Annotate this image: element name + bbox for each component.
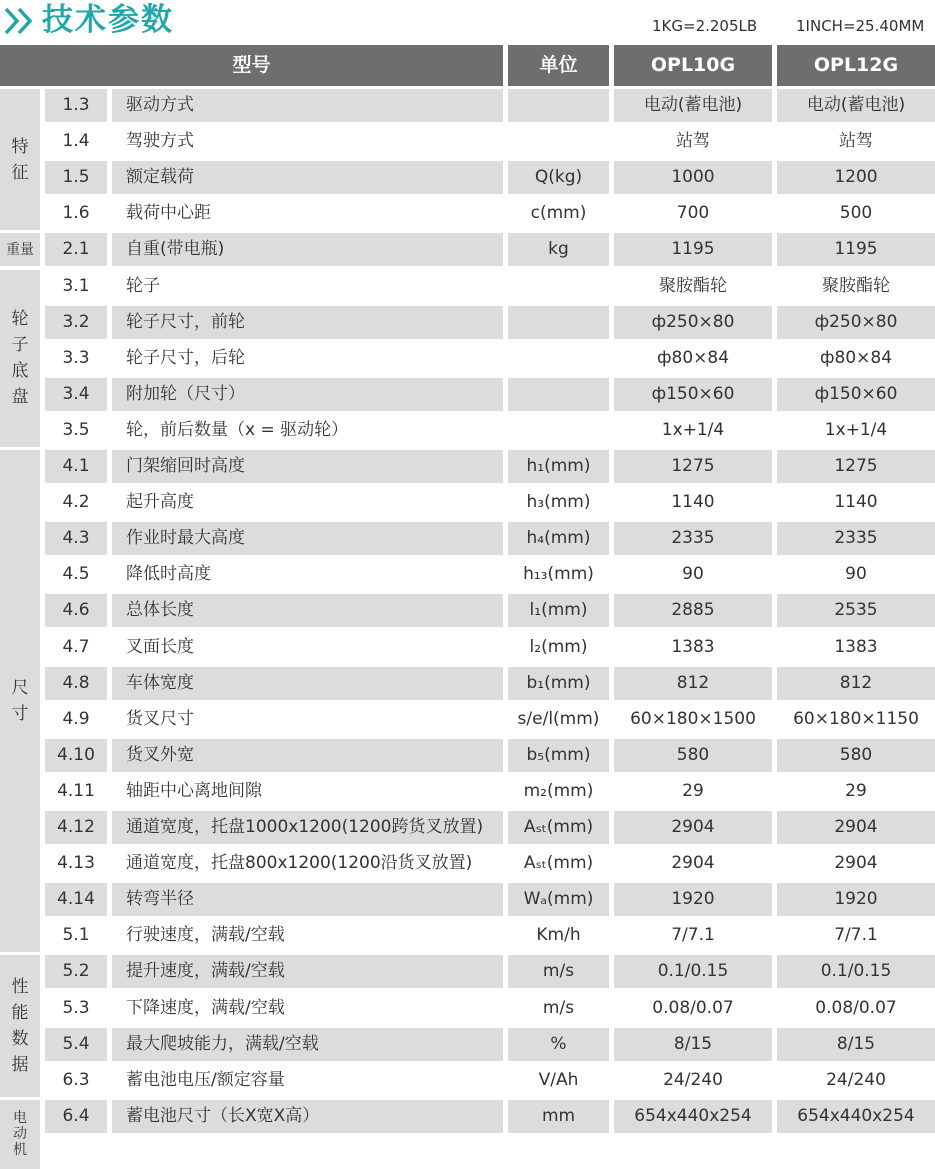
group-label <box>0 89 40 230</box>
row-opl10g: 1x+1/4 <box>661 419 725 440</box>
row-opl10g: 812 <box>614 667 772 700</box>
row-opl10g: 2904 <box>614 811 772 844</box>
row-opl12g: 2904 <box>777 811 935 844</box>
row-number: 5.3 <box>62 997 90 1018</box>
row-number: 4.1 <box>45 450 107 483</box>
row-number: 4.11 <box>57 780 95 801</box>
row-number: 4.10 <box>45 739 107 772</box>
row-item: 通道宽度，托盘1000x1200(1200跨货叉放置) <box>112 811 503 844</box>
row-number: 6.4 <box>45 1100 107 1133</box>
row-opl12g: 1200 <box>777 161 935 194</box>
row-unit <box>508 378 609 411</box>
row-opl12g: 1275 <box>777 450 935 483</box>
row-number: 4.7 <box>62 636 90 657</box>
row-opl12g: 2335 <box>777 522 935 555</box>
group-label <box>0 955 40 1096</box>
row-opl12g: 1195 <box>777 233 935 266</box>
row-number: 4.9 <box>62 708 90 729</box>
row-opl10g: 0.08/0.07 <box>652 997 734 1018</box>
row-opl10g: 1000 <box>614 161 772 194</box>
row-item: 轮，前后数量（x = 驱动轮） <box>126 419 349 440</box>
conversion-weight: 1KG=2.205LB <box>652 17 758 35</box>
row-unit <box>508 414 609 447</box>
row-unit: m/s <box>508 955 609 988</box>
row-opl10g: 60×180×1500 <box>630 708 756 729</box>
row-opl10g: ф150×60 <box>614 378 772 411</box>
row-opl12g: 60×180×1150 <box>793 708 919 729</box>
row-opl12g: 8/15 <box>777 1028 935 1061</box>
group-label <box>0 450 40 952</box>
row-opl12g: 7/7.1 <box>834 925 878 946</box>
row-opl10g: 1195 <box>614 233 772 266</box>
row-opl10g: 1140 <box>671 492 715 513</box>
row-unit: h₁₃(mm) <box>523 564 594 585</box>
page-title: 技术参数 <box>42 2 174 38</box>
row-unit: m₂(mm) <box>523 780 594 801</box>
row-opl10g: 580 <box>614 739 772 772</box>
header-opl10g: OPL10G <box>614 45 772 86</box>
row-number: 5.2 <box>45 955 107 988</box>
row-unit: V/Ah <box>538 1069 579 1090</box>
row-number: 4.5 <box>62 564 90 585</box>
row-item: 门架缩回时高度 <box>112 450 503 483</box>
row-number: 1.6 <box>62 203 90 224</box>
row-item: 货叉尺寸 <box>126 708 194 729</box>
row-opl10g: ф80×84 <box>656 347 730 368</box>
row-unit: b₁(mm) <box>508 667 609 700</box>
row-opl12g: 2535 <box>777 594 935 627</box>
row-number: 3.5 <box>62 419 90 440</box>
row-opl12g: 500 <box>839 203 873 224</box>
row-unit <box>508 342 609 375</box>
group-label <box>0 1100 40 1169</box>
row-opl10g: 654x440x254 <box>614 1100 772 1133</box>
row-item: 轮子 <box>126 275 160 296</box>
row-unit: Aₛₜ(mm) <box>508 811 609 844</box>
row-item: 行驶速度，满载/空载 <box>126 925 285 946</box>
row-opl12g: 站驾 <box>839 131 873 152</box>
group-label-text: 重量 <box>6 241 34 258</box>
row-number: 4.13 <box>57 853 95 874</box>
row-number: 4.8 <box>45 667 107 700</box>
row-unit: l₂(mm) <box>529 636 588 657</box>
row-number: 4.2 <box>62 492 90 513</box>
row-item: 起升高度 <box>126 492 194 513</box>
row-unit: b₅(mm) <box>508 739 609 772</box>
row-unit: kg <box>508 233 609 266</box>
row-opl12g: 812 <box>777 667 935 700</box>
row-item: 轮子尺寸，前轮 <box>112 306 503 339</box>
row-opl12g: 1920 <box>777 883 935 916</box>
row-opl12g: 1140 <box>834 492 878 513</box>
row-item: 总体长度 <box>112 594 503 627</box>
row-item: 通道宽度，托盘800x1200(1200沿货叉放置) <box>126 853 473 874</box>
row-opl12g: 电动(蓄电池) <box>777 89 935 122</box>
row-number: 2.1 <box>45 233 107 266</box>
row-opl12g: ф150×60 <box>777 378 935 411</box>
conversion-length: 1INCH=25.40MM <box>796 17 925 35</box>
row-item: 提升速度，满载/空载 <box>112 955 503 988</box>
row-opl12g: 0.1/0.15 <box>777 955 935 988</box>
row-item: 轴距中心离地间隙 <box>126 780 262 801</box>
row-number: 6.3 <box>62 1069 90 1090</box>
row-opl10g: 2904 <box>671 853 715 874</box>
row-opl10g: 2335 <box>614 522 772 555</box>
row-number: 3.1 <box>62 275 90 296</box>
row-unit: Km/h <box>536 925 581 946</box>
row-unit: Aₛₜ(mm) <box>523 853 594 874</box>
header-unit: 单位 <box>508 45 609 86</box>
row-opl10g: 1920 <box>614 883 772 916</box>
row-opl12g: 1383 <box>834 636 878 657</box>
row-opl12g: 0.08/0.07 <box>815 997 897 1018</box>
row-opl10g: 8/15 <box>614 1028 772 1061</box>
row-item: 作业时最大高度 <box>112 522 503 555</box>
row-opl12g: 2904 <box>834 853 878 874</box>
row-number: 1.4 <box>62 131 90 152</box>
row-item: 附加轮（尺寸） <box>112 378 503 411</box>
row-opl10g: 700 <box>676 203 710 224</box>
row-unit <box>508 306 609 339</box>
row-item: 自重(带电瓶) <box>112 233 503 266</box>
row-item: 蓄电池尺寸（长X宽X高） <box>112 1100 503 1133</box>
row-unit: s/e/l(mm) <box>517 708 600 729</box>
row-unit: c(mm) <box>530 203 587 224</box>
row-number: 3.3 <box>62 347 90 368</box>
header-opl12g: OPL12G <box>777 45 935 86</box>
row-item: 驱动方式 <box>112 89 503 122</box>
double-chevron-icon <box>2 6 42 36</box>
row-number: 5.4 <box>45 1028 107 1061</box>
row-item: 额定载荷 <box>112 161 503 194</box>
header-model: 型号 <box>0 45 503 86</box>
group-label-text: 尺寸 <box>11 678 29 725</box>
row-item: 轮子尺寸，后轮 <box>126 347 245 368</box>
row-opl12g: 1x+1/4 <box>824 419 888 440</box>
row-opl10g: 站驾 <box>676 131 710 152</box>
group-label-text: 性能数据 <box>11 977 29 1076</box>
row-item: 降低时高度 <box>126 564 211 585</box>
row-item: 转弯半径 <box>112 883 503 916</box>
row-item: 车体宽度 <box>112 667 503 700</box>
row-unit: m/s <box>542 997 575 1018</box>
row-opl12g: 24/240 <box>826 1069 886 1090</box>
row-opl10g: 7/7.1 <box>671 925 715 946</box>
row-opl12g: 聚胺酯轮 <box>822 275 890 296</box>
row-opl10g: 1275 <box>614 450 772 483</box>
row-unit: h₁(mm) <box>508 450 609 483</box>
group-label <box>0 233 40 266</box>
group-label <box>0 270 40 447</box>
row-opl12g: 90 <box>845 564 867 585</box>
group-label-text: 电动机 <box>13 1110 27 1159</box>
row-opl12g: ф80×84 <box>819 347 893 368</box>
row-opl10g: 24/240 <box>663 1069 723 1090</box>
row-opl10g: 电动(蓄电池) <box>614 89 772 122</box>
row-opl12g: 654x440x254 <box>777 1100 935 1133</box>
row-opl10g: ф250×80 <box>614 306 772 339</box>
row-item: 最大爬坡能力，满载/空载 <box>112 1028 503 1061</box>
row-opl10g: 90 <box>682 564 704 585</box>
group-label-text: 特征 <box>11 136 29 183</box>
group-label-text: 轮子底盘 <box>11 309 29 408</box>
title-row <box>0 0 935 42</box>
row-number: 1.3 <box>45 89 107 122</box>
row-number: 4.12 <box>45 811 107 844</box>
row-item: 蓄电池电压/额定容量 <box>126 1069 285 1090</box>
row-unit <box>508 270 609 303</box>
row-item: 叉面长度 <box>126 636 194 657</box>
row-unit: mm <box>508 1100 609 1133</box>
row-opl12g: 29 <box>845 780 867 801</box>
row-unit: l₁(mm) <box>508 594 609 627</box>
row-unit <box>508 89 609 122</box>
row-item: 驾驶方式 <box>126 131 194 152</box>
row-number: 4.6 <box>45 594 107 627</box>
row-opl10g: 聚胺酯轮 <box>659 275 727 296</box>
row-opl10g: 0.1/0.15 <box>614 955 772 988</box>
row-item: 载荷中心距 <box>126 203 211 224</box>
row-number: 3.2 <box>45 306 107 339</box>
row-opl12g: 580 <box>777 739 935 772</box>
row-number: 4.14 <box>45 883 107 916</box>
row-unit: Wₐ(mm) <box>508 883 609 916</box>
row-opl12g: ф250×80 <box>777 306 935 339</box>
row-unit: h₄(mm) <box>508 522 609 555</box>
row-unit: Q(kg) <box>508 161 609 194</box>
row-opl10g: 2885 <box>614 594 772 627</box>
row-opl10g: 1383 <box>671 636 715 657</box>
row-unit <box>508 125 609 158</box>
row-item: 货叉外宽 <box>112 739 503 772</box>
row-number: 4.3 <box>45 522 107 555</box>
row-number: 3.4 <box>45 378 107 411</box>
row-unit: h₃(mm) <box>526 492 591 513</box>
row-number: 1.5 <box>45 161 107 194</box>
row-unit: % <box>508 1028 609 1061</box>
row-number: 5.1 <box>62 925 90 946</box>
row-item: 下降速度，满载/空载 <box>126 997 285 1018</box>
row-opl10g: 29 <box>682 780 704 801</box>
